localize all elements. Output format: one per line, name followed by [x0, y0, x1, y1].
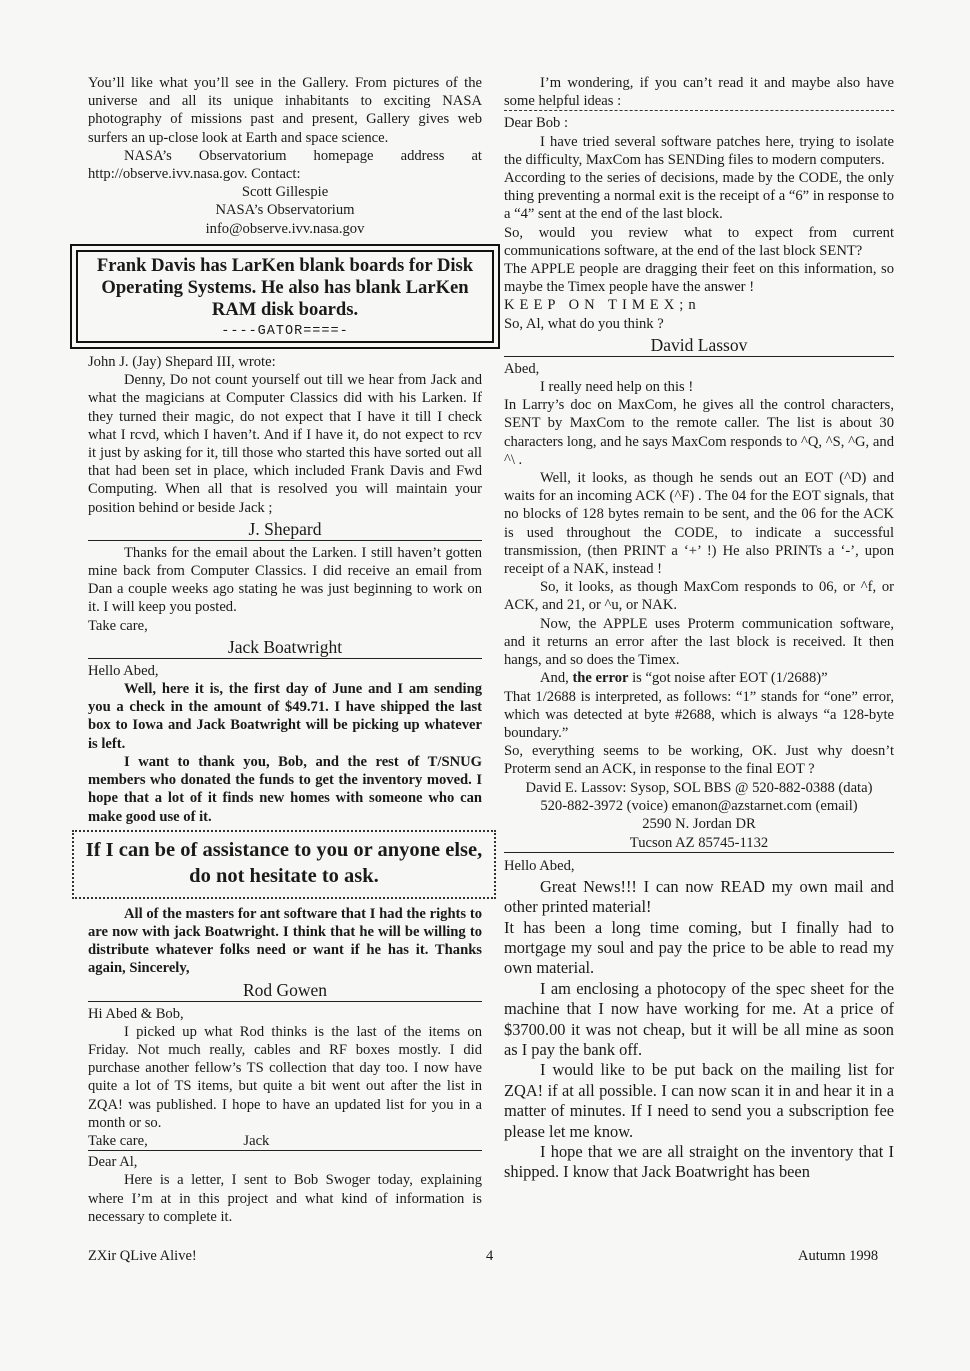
bob-paragraph-4: The APPLE people are dragging their feet on this information, so maybe the Timex people have the answer !: [504, 261, 894, 296]
signature-rod-gowen: Rod Gowen: [88, 979, 482, 1002]
contact-email: info@observe.ivv.nasa.gov: [205, 220, 365, 237]
gallery-paragraph: You’ll like what you’ll see in the Gallery. From pictures of the universe and all its unique inhabitants to exciting NASA photography of missions past and present, Gallery gives web surfers an up-close look at Earth and space science.: [88, 75, 482, 146]
address-line-1: David E. Lassov: Sysop, SOL BBS @ 520-882-0388 (data): [525, 779, 873, 796]
larken-announcement-text: Frank Davis has LarKen blank boards for Disk Operating Systems. He also has blank LarKen RAM disk boards.: [96, 254, 474, 320]
error-pre: And,: [540, 670, 573, 687]
signature-david-lassov: David Lassov: [504, 334, 894, 357]
left-column: [85, 74, 483, 1226]
hello-paragraph-4: I would like to be put back on the mailing list for ZQA! if at all possible. I can now scan it in and hear it in a matter of minutes. If I need to send you a subscription fee please let me know.: [504, 1060, 894, 1141]
jack2-closing: Take care,: [88, 1132, 148, 1149]
abed-paragraph-3: Well, it looks, as though he sends out an EOT (^D) and waits for an incoming ACK (^F) . The 04 for the EOT signals, that no blocks of 128 bytes remain to be sent, and the 06 for the ACK is used throughout the CODE, to indicate a successful transmission, (then PRINT a ‘+’ !) He also PRINTs a ‘-’, upon receipt of a NAK, instead !: [504, 470, 894, 578]
contact-org: NASA’s Observatorium: [215, 202, 355, 219]
al-greeting: Dear Al,: [88, 1154, 138, 1171]
right-column: [504, 74, 894, 1183]
shepard-intro: John J. (Jay) Shepard III, wrote:: [88, 354, 276, 371]
error-bold: the error: [572, 670, 629, 687]
rod-paragraph-1: Well, here it is, the first day of June and I am sending you a check in the amount of $49.71. I have shipped the last box to Iowa and Jack Boatwright will be picking up whatever is left.: [88, 681, 482, 752]
jack-letter: Thanks for the email about the Larken. I still haven’t gotten mine back from Computer Classics. I did receive an email from Dan a couple weeks ago stating he was just beginning to work on it. I will keep you posted.: [88, 544, 482, 616]
abed-paragraph-4: So, it looks, as though MaxCom responds to 06, or ^f, or ACK, and 21, or ^u, or NAK.: [504, 579, 894, 614]
hello-paragraph-5: I hope that we are all straight on the inventory that I shipped. I know that Jack Boatwright has been: [504, 1142, 894, 1182]
jack2-closing-line: [88, 1132, 482, 1151]
abed-paragraph-7: That 1/2688 is interpreted, as follows: “1” stands for “one” error, which was detected at byte #2688, which is always “a 128-byte boundary.”: [504, 688, 894, 741]
hello-paragraph-2: It has been a long time coming, but I finally had to mortgage my soul and pay the price to be able to read my own material.: [504, 917, 894, 978]
assistance-text: If I can be of assistance to you or anyone else, do not hesitate to ask.: [85, 838, 483, 887]
jack2-signature: Jack: [243, 1132, 270, 1149]
abed-greeting: Abed,: [504, 360, 540, 377]
abed-paragraph-5: Now, the APPLE uses Proterm communication software, and it returns an error after the last block is received. It then hangs, and so does the Timex.: [504, 615, 894, 669]
al-question: So, Al, what do you think ?: [504, 315, 664, 332]
intro-paragraph: I’m wondering, if you can’t read it and maybe also have some helpful ideas :: [504, 75, 894, 110]
bob-greeting: Dear Bob :: [504, 115, 569, 132]
signature-shepard: J. Shepard: [88, 518, 482, 541]
rod-paragraph-2: I want to thank you, Bob, and the rest of T/SNUG members who donated the funds to get the inventory moved. I hope that a lot of it finds new homes with someone who can make good use of it.: [88, 753, 482, 825]
al-letter: Here is a letter, I sent to Bob Swoger today, explaining where I’m at in this project and what kind of information is necessary to complete it.: [88, 1172, 482, 1225]
abed-paragraph-2: In Larry’s doc on MaxCom, he gives all the control characters, SENT by MaxCom to the remote caller. The list is about 30 characters long, and he says MaxCom responds to ^Q, ^S, ^G, and ^\ .: [504, 397, 894, 468]
abed-paragraph-1: I really need help on this !: [540, 379, 694, 396]
jack2-greeting: Hi Abed & Bob,: [88, 1005, 184, 1022]
shepard-letter: Denny, Do not count yourself out till we hear from Jack and what the magicians at Computer Classics did with his Larken. If they turned their magic, do not expect that I have it till I check what I rcvd, which I haven’t. And if I have it, do not expect to rcv it just by asking for it, till those who started this have sorted out all that had been set in place, which included Frank Davis and Fwd Computing. When all that is resolved you will maintain your position behind or beside Jack ;: [88, 372, 482, 516]
address-line-4: Tucson AZ 85745-1132: [504, 834, 894, 853]
larken-announcement-box: [70, 244, 500, 349]
rod-greeting: Hello Abed,: [88, 662, 159, 679]
jack2-letter: I picked up what Rod thinks is the last of the items on Friday. Not much really, cables and RF boxes mostly. I did purchase another fellow’s TS collection that day too. I now have quite a lot of TS items, but quite a bit went out after the list in ZQA! was published. I hope to have an updated list for you in a month or so.: [88, 1023, 482, 1131]
bob-paragraph-3: So, would you review what to expect from current communications software, at the end of the last block SENT?: [504, 224, 894, 259]
hello-letter: [504, 856, 894, 1183]
footer-page-number: 4: [486, 1248, 494, 1264]
rod-paragraph-3: All of the masters for ant software that I had the rights to are now with jack Boatwright. I think that he will be willing to distribute whatever folks need or want if he has it. Thanks again, Sincerely,: [88, 905, 482, 977]
jack-closing: Take care,: [88, 617, 148, 634]
abed-paragraph-6: [504, 669, 894, 687]
footer-issue: Autumn 1998: [798, 1248, 879, 1264]
hello-greeting: Hello Abed,: [504, 858, 575, 875]
intro-divider: [504, 110, 894, 111]
gator-signoff: ----GATOR====-: [221, 323, 349, 339]
address-line-2: 520-882-3972 (voice) emanon@azstarnet.com (email): [540, 797, 858, 814]
address-line-3: 2590 N. Jordan DR: [642, 815, 756, 832]
signature-jack-boatwright: Jack Boatwright: [88, 636, 482, 659]
bob-paragraph-1: I have tried several software patches here, trying to isolate the difficulty, MaxCom has SENDing files to modern computers.: [504, 133, 894, 168]
abed-paragraph-8: So, everything seems to be working, OK. Just why doesn’t Proterm send an ACK, in response to the final EOT ?: [504, 743, 894, 778]
assistance-box: [72, 830, 496, 899]
contact-name: Scott Gillespie: [241, 184, 329, 201]
bob-paragraph-2: According to the series of decisions, made by the CODE, the only thing preventing a normal exit is the receipt of a “6” in response to a “4” sent at the end of the last block.: [504, 170, 894, 223]
keep-on-timex: KEEP ON TIMEX;n: [504, 297, 701, 314]
footer-publication: ZXir QLive Alive!: [88, 1248, 197, 1264]
hello-paragraph-1: Great News!!! I can now READ my own mail and other printed material!: [504, 876, 894, 917]
error-post: is “got noise after EOT (1/2688)”: [628, 670, 828, 687]
observatorium-address: NASA’s Observatorium homepage address at http://observe.ivv.nasa.gov. Contact:: [88, 147, 482, 183]
hello-paragraph-3: I am enclosing a photocopy of the spec sheet for the machine that I now have working for me. At a price of $3700.00 it was not cheap, but it will be all mine as soon as I pay the bank off.: [504, 978, 894, 1059]
